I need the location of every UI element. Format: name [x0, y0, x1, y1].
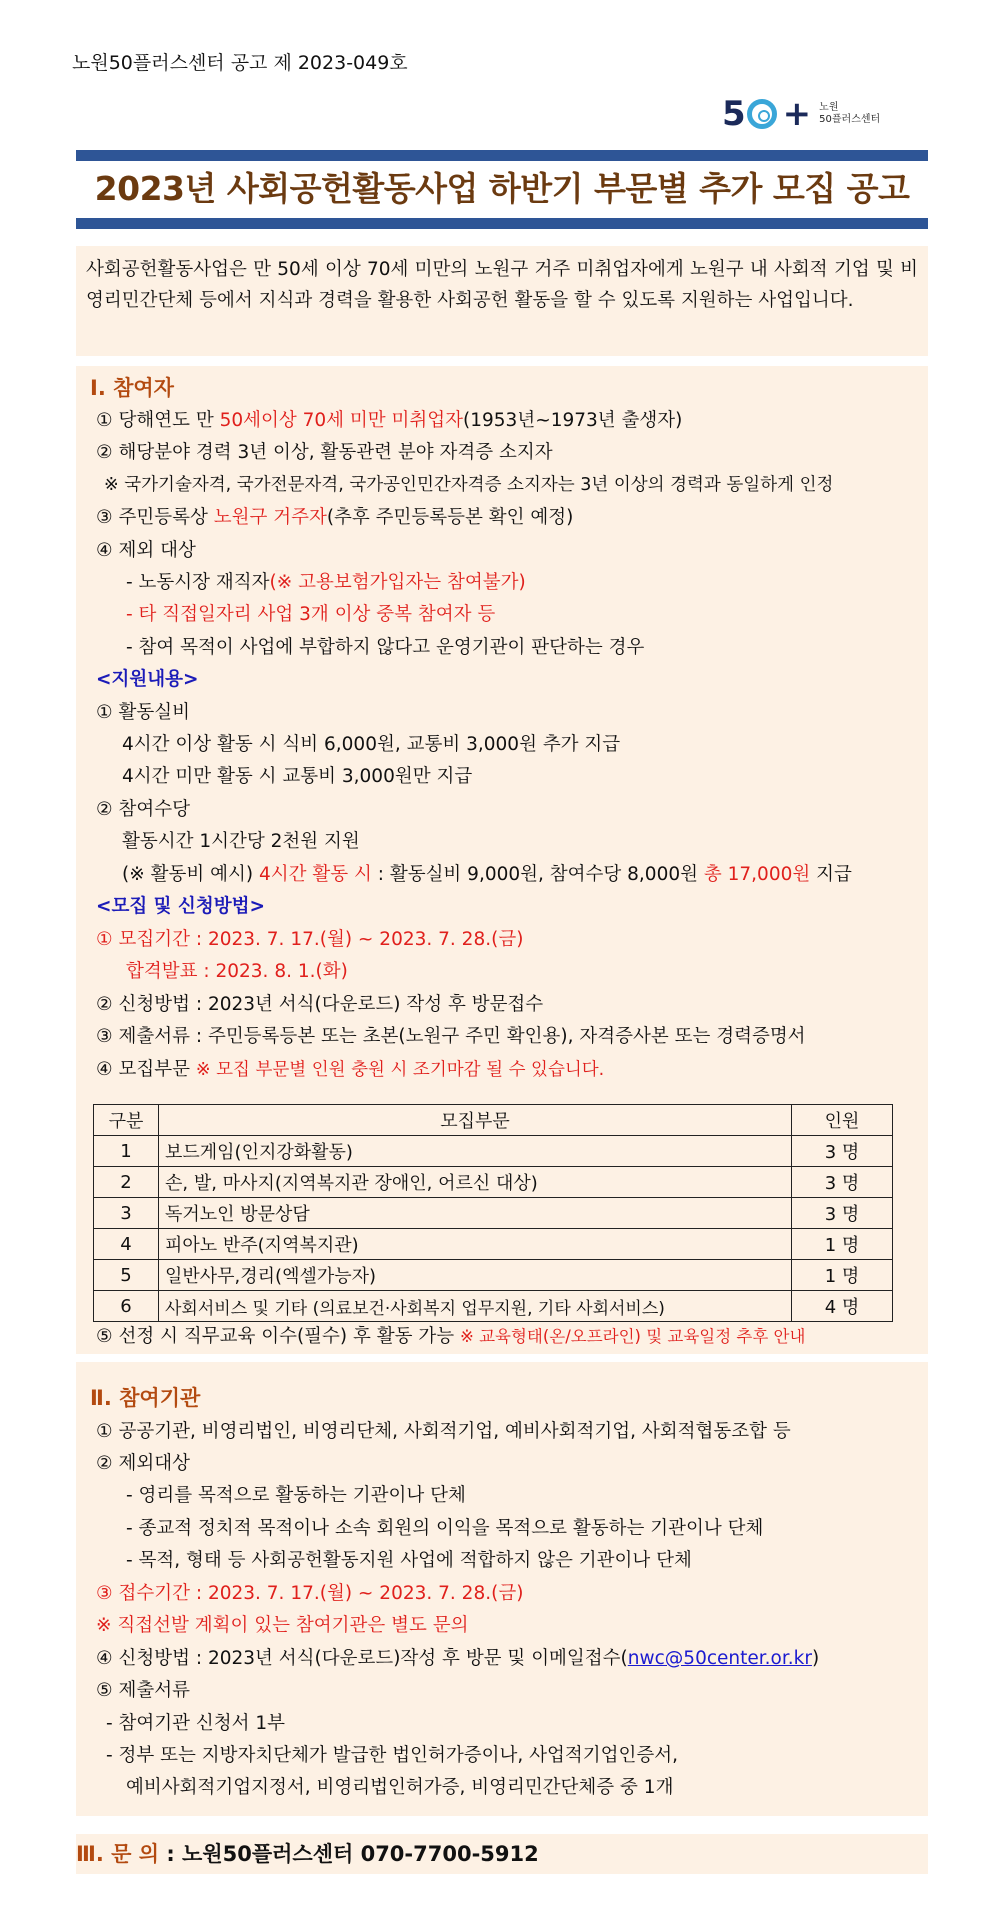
title-top-bar: [76, 150, 928, 161]
contact-info: : 노원50플러스센터 070-7700-5912: [159, 1842, 539, 1866]
table-row: [94, 1136, 893, 1167]
column-header: 인원: [792, 1105, 893, 1136]
exclusion-heading: ④ 제외 대상: [96, 540, 196, 561]
exclusion-item: - 타 직접일자리 사업 3개 이상 중복 참여자 등: [126, 604, 496, 625]
recruit-table: [93, 1104, 893, 1322]
table-row: [94, 1229, 893, 1260]
row-number: 2: [94, 1167, 159, 1198]
support-heading: <지원내용>: [96, 669, 199, 690]
support-detail: 4시간 미만 활동 시 교통비 3,000원만 지급: [122, 766, 473, 787]
headcount: 3 명: [792, 1198, 893, 1229]
table-header-row: [94, 1105, 893, 1136]
center-logo: [722, 92, 880, 136]
field-name: 사회서비스 및 기타 (의료보건·사회복지 업무지원, 기타 사회서비스): [159, 1291, 792, 1322]
institution-documents-heading: ⑤ 제출서류: [96, 1680, 190, 1701]
page-title: 2023년 사회공헌활동사업 하반기 부문별 추가 모집 공고: [94, 169, 910, 208]
row-number: 3: [94, 1198, 159, 1229]
field-name: 보드게임(인지강화활동): [159, 1136, 792, 1167]
logo-number: 5: [722, 94, 745, 134]
institution-document-item: - 참여기관 신청서 1부: [106, 1713, 286, 1734]
support-example: (※ 활동비 예시) 4시간 활동 시 : 활동실비 9,000원, 참여수당 8,000원 총 17,000원 지급: [122, 864, 852, 885]
apply-documents: ③ 제출서류 : 주민등록등본 또는 초본(노원구 주민 확인용), 자격증사본 또는 경력증명서: [96, 1026, 806, 1047]
recruit-fields: ④ 모집부문 ※ 모집 부문별 인원 충원 시 조기마감 될 수 있습니다.: [96, 1059, 605, 1080]
headcount: 3 명: [792, 1136, 893, 1167]
institution-document-item: - 정부 또는 지방자치단체가 발급한 법인허가증이나, 사업적기업인증서,: [106, 1745, 678, 1766]
table-row: [94, 1167, 893, 1198]
eligibility-note: ※ 국가기술자격, 국가전문자격, 국가공인민간자격증 소지자는 3년 이상의 경력과 동일하게 인정: [104, 475, 834, 495]
apply-heading: <모집 및 신청방법>: [96, 896, 265, 917]
institution-exclusion-item: - 종교적 정치적 목적이나 소속 회원의 이익을 목적으로 활동하는 기관이나 단체: [126, 1518, 764, 1539]
section1-heading: Ⅰ. 참여자: [90, 376, 174, 400]
eligibility-career: ② 해당분야 경력 3년 이상, 활동관련 분야 자격증 소지자: [96, 442, 553, 463]
announce-date: 합격발표 : 2023. 8. 1.(화): [126, 961, 348, 982]
logo-plus: +: [782, 94, 812, 134]
training-note: ⑤ 선정 시 직무교육 이수(필수) 후 활동 가능 ※ 교육형태(온/오프라인) 및 교육일정 추후 안내: [96, 1326, 806, 1347]
row-number: 4: [94, 1229, 159, 1260]
notice-number: 노원50플러스센터 공고 제 2023-049호: [72, 52, 408, 74]
institution-period: ③ 접수기간 : 2023. 7. 17.(월) ~ 2023. 7. 28.(금): [96, 1583, 524, 1604]
field-name: 손, 발, 마사지(지역복지관 장애인, 어르신 대상): [159, 1167, 792, 1198]
support-detail: 4시간 이상 활동 시 식비 6,000원, 교통비 3,000원 추가 지급: [122, 734, 621, 755]
direct-selection-note: ※ 직접선발 계획이 있는 참여기관은 별도 문의: [96, 1615, 469, 1636]
table-row: [94, 1291, 893, 1322]
eligibility-age: ① 당해연도 만 50세이상 70세 미만 미취업자(1953년~1973년 출생자): [96, 410, 683, 431]
exclusion-item: - 참여 목적이 사업에 부합하지 않다고 운영기관이 판단하는 경우: [126, 637, 645, 658]
table-row: [94, 1198, 893, 1229]
email-link[interactable]: nwc@50center.or.kr: [627, 1648, 812, 1669]
column-header: 모집부문: [159, 1105, 792, 1136]
column-header: 구분: [94, 1105, 159, 1136]
institution-exclusion-heading: ② 제외대상: [96, 1453, 190, 1474]
field-name: 피아노 반주(지역복지관): [159, 1229, 792, 1260]
intro-box: 사회공헌활동사업은 만 50세 이상 70세 미만의 노원구 거주 미취업자에게 노원구 내 사회적 기업 및 비영리민간단체 등에서 지식과 경력을 활용한 사회공헌 활동을 할 수 있도록 지원하는 사업입니다.: [76, 246, 928, 356]
institution-apply-method: ④ 신청방법 : 2023년 서식(다운로드)작성 후 방문 및 이메일접수(nwc@50center.or.kr): [96, 1648, 820, 1669]
contact-line: [76, 1838, 539, 1868]
row-number: 5: [94, 1260, 159, 1291]
institution-exclusion-item: - 목적, 형태 등 사회공헌활동지원 사업에 적합하지 않은 기관이나 단체: [126, 1550, 692, 1571]
headcount: 4 명: [792, 1291, 893, 1322]
apply-method: ② 신청방법 : 2023년 서식(다운로드) 작성 후 방문접수: [96, 994, 544, 1015]
field-name: 일반사무,경리(엑셀가능자): [159, 1260, 792, 1291]
section3-heading: Ⅲ. 문 의: [76, 1842, 160, 1866]
institution-document-item: 예비사회적기업지정서, 비영리법인허가증, 비영리민간단체증 중 1개: [126, 1777, 674, 1798]
headcount: 1 명: [792, 1229, 893, 1260]
support-item: ① 활동실비: [96, 702, 190, 723]
table-row: [94, 1260, 893, 1291]
support-item: ② 참여수당: [96, 799, 190, 820]
recruit-period: ① 모집기간 : 2023. 7. 17.(월) ~ 2023. 7. 28.(금): [96, 929, 524, 950]
institution-types: ① 공공기관, 비영리법인, 비영리단체, 사회적기업, 예비사회적기업, 사회적협동조합 등: [96, 1421, 791, 1442]
section2-heading: Ⅱ. 참여기관: [90, 1386, 201, 1410]
logo-ring-icon: [747, 99, 777, 129]
row-number: 1: [94, 1136, 159, 1167]
title-bottom-bar: [76, 218, 928, 229]
eligibility-residence: ③ 주민등록상 노원구 거주자(추후 주민등록등본 확인 예정): [96, 507, 574, 528]
support-detail: 활동시간 1시간당 2천원 지원: [122, 831, 360, 852]
row-number: 6: [94, 1291, 159, 1322]
exclusion-item: - 노동시장 재직자(※ 고용보험가입자는 참여불가): [126, 572, 526, 593]
institution-exclusion-item: - 영리를 목적으로 활동하는 기관이나 단체: [126, 1485, 466, 1506]
field-name: 독거노인 방문상담: [159, 1198, 792, 1229]
logo-subtitle: 노원 50플러스센터: [819, 102, 881, 125]
headcount: 1 명: [792, 1260, 893, 1291]
headcount: 3 명: [792, 1167, 893, 1198]
